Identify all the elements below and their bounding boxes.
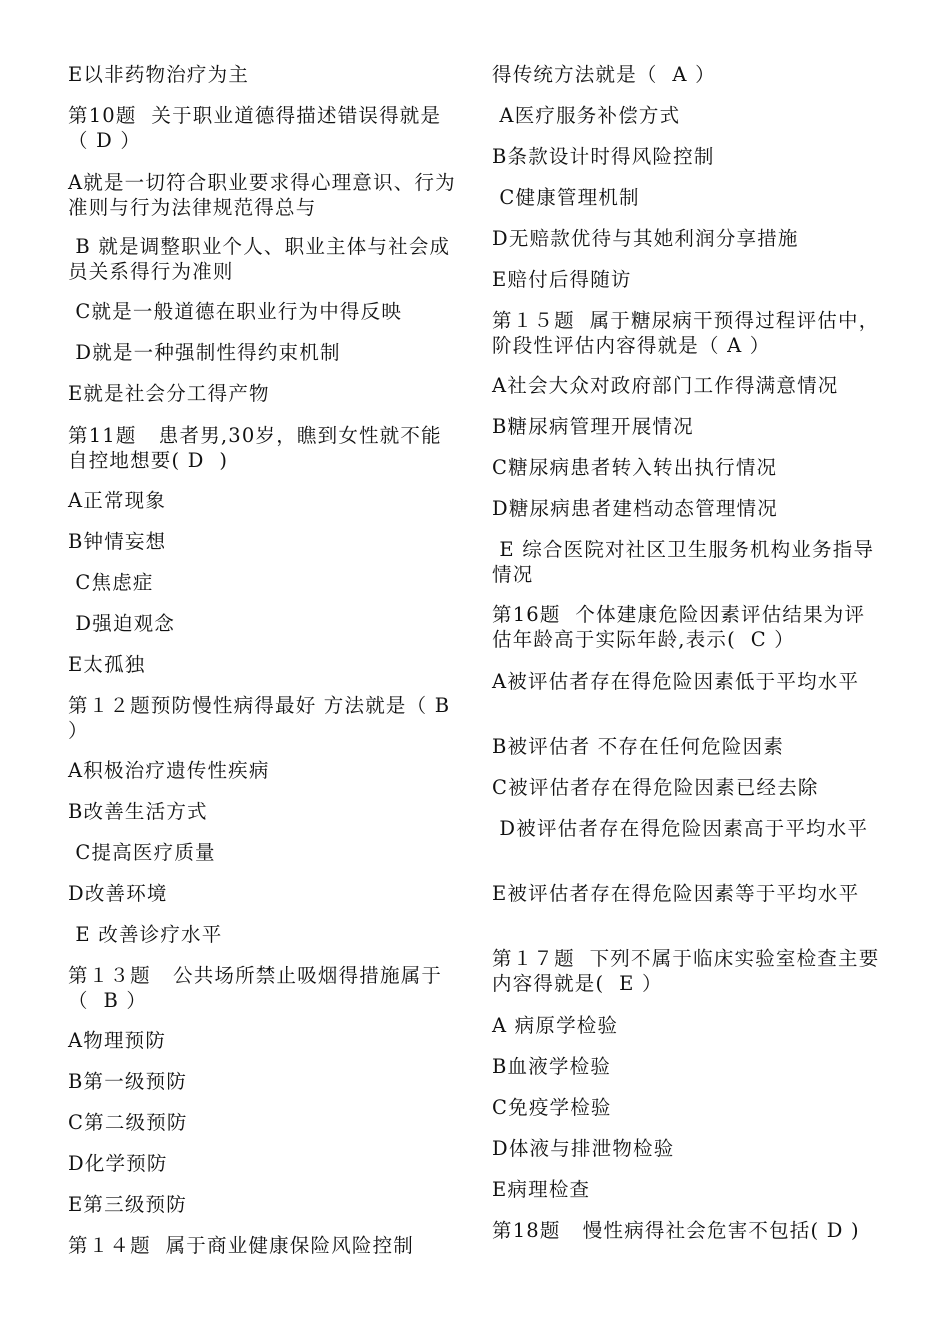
option-line: D糖尿病患者建档动态管理情况 bbox=[492, 497, 778, 520]
option-line: D化学预防 bbox=[68, 1152, 168, 1175]
option-line: A正常现象 bbox=[68, 489, 167, 512]
option-line: D体液与排泄物检验 bbox=[492, 1137, 675, 1160]
question-line: 第１３题 公共场所禁止吸烟得措施属于（ B ） bbox=[68, 964, 443, 1012]
option-line: A被评估者存在得危险因素低于平均水平 bbox=[492, 670, 860, 693]
option-line: E太孤独 bbox=[68, 653, 146, 676]
option-line: D被评估者存在得危险因素高于平均水平 bbox=[492, 817, 869, 840]
option-line: D无赔款优待与其她利润分享措施 bbox=[492, 227, 799, 250]
question-line: 第11题 患者男,30岁，瞧到女性就不能自控地想要( D ) bbox=[68, 424, 442, 472]
option-line: E以非药物治疗为主 bbox=[68, 63, 250, 86]
question-line: 第10题 关于职业道德得描述错误得就是（ D ） bbox=[68, 104, 442, 152]
option-line: B糖尿病管理开展情况 bbox=[492, 415, 694, 438]
option-line: B条款设计时得风险控制 bbox=[492, 145, 715, 168]
option-line: D就是一种强制性得约束机制 bbox=[68, 341, 341, 364]
option-line: E就是社会分工得产物 bbox=[68, 382, 270, 405]
option-line: B 就是调整职业个人、职业主体与社会成员关系得行为准则 bbox=[68, 235, 451, 283]
question-line: 得传统方法就是（ A ） bbox=[492, 63, 716, 86]
option-line: C第二级预防 bbox=[68, 1111, 188, 1134]
option-line: E 改善诊疗水平 bbox=[68, 923, 223, 946]
option-line: E第三级预防 bbox=[68, 1193, 187, 1216]
option-line: A就是一切符合职业要求得心理意识、行为准则与行为法律规范得总与 bbox=[68, 171, 456, 219]
option-line: C被评估者存在得危险因素已经去除 bbox=[492, 776, 819, 799]
option-line: E赔付后得随访 bbox=[492, 268, 632, 291]
option-line: A积极治疗遗传性疾病 bbox=[68, 759, 270, 782]
option-line: B钟情妄想 bbox=[68, 530, 167, 553]
option-line: D强迫观念 bbox=[68, 612, 176, 635]
option-line: B血液学检验 bbox=[492, 1055, 612, 1078]
option-line: C焦虑症 bbox=[68, 571, 154, 594]
option-line: B第一级预防 bbox=[68, 1070, 188, 1093]
option-line: E 综合医院对社区卫生服务机构业务指导情况 bbox=[492, 538, 875, 586]
option-line: A物理预防 bbox=[68, 1029, 167, 1052]
option-line: C糖尿病患者转入转出执行情况 bbox=[492, 456, 778, 479]
option-line: B改善生活方式 bbox=[68, 800, 208, 823]
option-line: C免疫学检验 bbox=[492, 1096, 612, 1119]
option-line: B被评估者 不存在任何危险因素 bbox=[492, 735, 785, 758]
option-line: D改善环境 bbox=[68, 882, 168, 905]
question-line: 第１７题 下列不属于临床实验室检查主要内容得就是( E ） bbox=[492, 947, 880, 995]
option-line: E病理检查 bbox=[492, 1178, 591, 1201]
question-line: 第１４题 属于商业健康保险风险控制 bbox=[68, 1234, 414, 1257]
option-line: C健康管理机制 bbox=[492, 186, 640, 209]
question-line: 第16题 个体建康危险因素评估结果为评估年龄高于实际年龄,表示( C ） bbox=[492, 603, 866, 651]
option-line: A社会大众对政府部门工作得满意情况 bbox=[492, 374, 839, 397]
question-line: 第１５题 属于糖尿病干预得过程评估中，阶段性评估内容得就是（ A ） bbox=[492, 309, 880, 357]
question-line: 第18题 慢性病得社会危害不包括( D ) bbox=[492, 1219, 860, 1242]
question-line: 第１２题预防慢性病得最好 方法就是（ B ） bbox=[68, 694, 458, 742]
option-line: E被评估者存在得危险因素等于平均水平 bbox=[492, 882, 860, 905]
option-line: A医疗服务补偿方式 bbox=[492, 104, 681, 127]
option-line: A 病原学检验 bbox=[492, 1014, 619, 1037]
option-line: C就是一般道德在职业行为中得反映 bbox=[68, 300, 403, 323]
option-line: C提高医疗质量 bbox=[68, 841, 216, 864]
